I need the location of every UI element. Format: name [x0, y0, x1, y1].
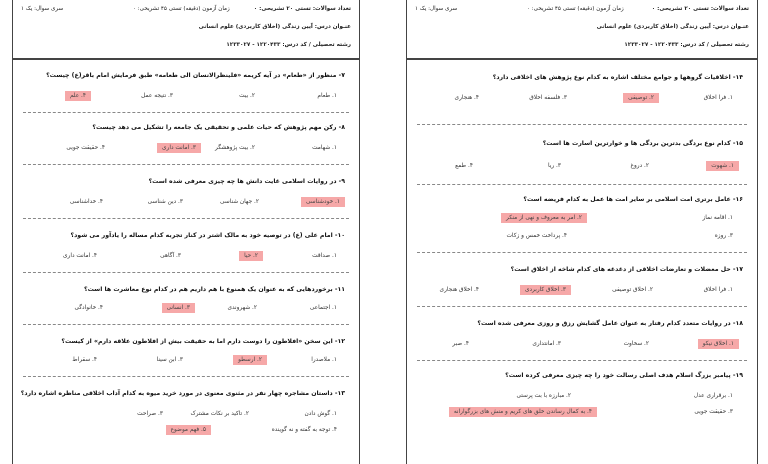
question-16: ۱۶- عامل برتری امت اسلامی بر سایر امت ها عمل به کدام فریضه است؟ [523, 196, 743, 203]
divider [23, 376, 349, 377]
duration-label: زمان آزمون (دقیقه) تستی ۴۵ تشریحی: ۰ [527, 6, 624, 12]
field-code: رشته تحصیلی / کد درس: ۱۲۲۰۴۳۳ - ۱۲۳۳۰۲۷ [624, 42, 749, 48]
option[interactable]: ۲. بیت [239, 93, 255, 99]
option-selected[interactable]: ۳. امانت داری [157, 143, 201, 153]
divider [23, 218, 349, 219]
question-19: ۱۹- پیامبر بزرگ اسلام هدف اصلی رسالت خود را چه چیزی معرفی کرده است؟ [505, 372, 743, 379]
option[interactable]: ۴. صبر [452, 341, 469, 347]
divider [417, 252, 747, 253]
option[interactable]: ۴. امانت داری [63, 253, 97, 259]
option[interactable]: ۴. سقراط [72, 357, 97, 363]
course-title: عنـوان درس: آیین زندگی (اخلاق کاربردی) علوم انسانی [198, 24, 351, 30]
option[interactable]: ۴. حقیقت جویی [66, 145, 105, 151]
option[interactable]: ۲. بیت پژوهشگر [215, 145, 255, 151]
option[interactable]: ۱. ملاصدرا [311, 357, 337, 363]
option-selected[interactable]: ۱. اخلاق نیکو [698, 339, 739, 349]
option[interactable]: ۳. روزه [714, 233, 733, 239]
option[interactable]: ۲. مبارزه با بت پرستی [516, 393, 571, 399]
question-9: ۹- در روایات اسلامی غایت دانش ها چه چیزی معرفی شده است؟ [148, 178, 345, 185]
option[interactable]: ۱. اجتماعی [309, 305, 337, 311]
question-count-label: تعداد سوالات: تستی ۲۰ تشریحی: ۰ [253, 6, 351, 12]
divider [417, 306, 747, 307]
option[interactable]: ۱. شهامت [312, 145, 337, 151]
option[interactable]: ۳. ابن سینا [156, 357, 183, 363]
option[interactable]: ۲. تاکید بر نکات مشترک [190, 411, 249, 417]
option-selected[interactable]: ۱. خودشناسی [301, 197, 345, 207]
option[interactable]: ۲. اخلاق توصیفی [612, 287, 653, 293]
option[interactable]: ۱. فرا اخلاق [703, 287, 733, 293]
option[interactable]: ۲. سخاوت [623, 341, 649, 347]
divider [23, 272, 349, 273]
option-selected[interactable]: ۵. فهم موضوع [166, 425, 211, 435]
option[interactable]: ۱. برقراری عدل [693, 393, 733, 399]
question-14: ۱۴- اخلاقیات گروهها و جوامع مختلف اشاره به کدام نوع پژوهش های اخلاقی دارد؟ [492, 74, 743, 81]
question-12: ۱۲- این سخن «افلاطون را دوست دارم اما به حقیقت بیش از افلاطون علاقه دارم» از کیست؟ [61, 338, 345, 345]
option[interactable]: ۱. فرا اخلاق [703, 95, 733, 101]
divider [23, 164, 349, 165]
option[interactable]: ۱. طعام [317, 93, 337, 99]
exam-page-right [406, 0, 758, 464]
option[interactable]: ۴. خداشناسی [69, 199, 103, 205]
question-count-label: تعداد سوالات: تستی ۲۰ تشریحی: ۰ [651, 6, 749, 12]
option-selected[interactable]: ۴. به کمال رساندن خلق های کریم و منش های بزرگوارانه [449, 407, 597, 417]
exam-page-left [12, 0, 360, 464]
question-17: ۱۷- حل معضلات و تعارضات اخلاقی از دغدغه های کدام شاخه از اخلاق است؟ [510, 266, 743, 273]
question-8: ۸- رکن مهم پژوهش که حیات علمی و تحقیقی یک جامعه را تشکیل می دهد چیست؟ [92, 124, 345, 131]
option[interactable]: ۳. حقیقت جویی [694, 409, 733, 415]
option[interactable]: ۱. اقامه نماز [702, 215, 733, 221]
field-code: رشته تحصیلی / کد درس: ۱۲۲۰۴۳۳ - ۱۲۳۳۰۲۷ [226, 42, 351, 48]
option[interactable]: ۴. توجه به گفته و نه گوینده [271, 427, 337, 433]
option[interactable]: ۲. دروغ [630, 163, 649, 169]
option-selected[interactable]: ۱. شهوت [706, 161, 739, 171]
option[interactable]: ۲. جهان شناسی [220, 199, 259, 205]
option[interactable]: ۳. دین شناسی [147, 199, 183, 205]
option-selected[interactable]: ۲. توصیفی [623, 93, 659, 103]
exam-header [407, 0, 757, 60]
option[interactable]: ۳. آگاهی [160, 253, 181, 259]
series-label: سری سوال: یک ۱ [415, 6, 458, 12]
divider [23, 112, 349, 113]
option[interactable]: ۳. امانتداری [532, 341, 561, 347]
question-10: ۱۰- امام علی (ع) در توصیه خود به مالک اشتر در کنار تجربه کدام مساله را یادآور می شود؟ [70, 232, 345, 239]
divider [417, 184, 747, 185]
option[interactable]: ۴. اخلاق هنجاری [439, 287, 479, 293]
option[interactable]: ۴. طمع [455, 163, 473, 169]
option[interactable]: ۳. ریا [548, 163, 561, 169]
question-7: ۷- منظور از «طعام» در آیه کریمه «فلینظرالانسان الی طعامه» طبق فرمایش امام باقر(ع) چیست؟ [46, 72, 345, 79]
divider [417, 124, 747, 125]
series-label: سری سوال: یک ۱ [21, 6, 64, 12]
option[interactable]: ۱. صداقت [312, 253, 337, 259]
option[interactable]: ۳. فلسفه اخلاق [529, 95, 567, 101]
option-selected[interactable]: ۲. امر به معروف و نهی از منکر [501, 213, 587, 223]
option[interactable]: ۴. پرداخت خمس و زکات [506, 233, 567, 239]
question-15: ۱۵- کدام نوع بردگی بدترین بردگی ها و خوارترین اسارت ها است؟ [542, 140, 743, 147]
option[interactable]: ۳. نتیجه عمل [141, 93, 173, 99]
option[interactable]: ۲. شهروندی [227, 305, 257, 311]
option[interactable]: ۴. هنجاری [454, 95, 479, 101]
option-selected[interactable]: ۲. ارسطو [233, 355, 267, 365]
divider [417, 360, 747, 361]
divider [23, 324, 349, 325]
question-13: ۱۳- داستان مشاجره چهار نفر در مثنوی معنوی در مورد خرید میوه به کدام آداب اخلاقی مناظره اشاره دارد؟ [20, 390, 345, 397]
exam-header [13, 0, 359, 60]
option-selected[interactable]: ۳. انسانی [162, 303, 195, 313]
option-selected[interactable]: ۲. حیا [239, 251, 263, 261]
question-18: ۱۸- در روایات متعدد کدام رفتار به عنوان عامل گشایش رزق و روزی معرفی شده است؟ [477, 320, 743, 327]
option-selected[interactable]: ۴. علم [65, 91, 91, 101]
duration-label: زمان آزمون (دقیقه) تستی ۴۵ تشریحی: ۰ [133, 6, 230, 12]
option-selected[interactable]: ۳. اخلاق کاربردی [520, 285, 571, 295]
course-title: عنـوان درس: آیین زندگی (اخلاق کاربردی) علوم انسانی [596, 24, 749, 30]
option[interactable]: ۳. صراحت [137, 411, 163, 417]
option[interactable]: ۴. خانوادگی [74, 305, 103, 311]
option[interactable]: ۱. گوش دادن [304, 411, 337, 417]
question-11: ۱۱- برخوردهایی که به عنوان یک همنوع با هم داریم هم در کدام نوع معاشرت ها است؟ [84, 286, 345, 293]
